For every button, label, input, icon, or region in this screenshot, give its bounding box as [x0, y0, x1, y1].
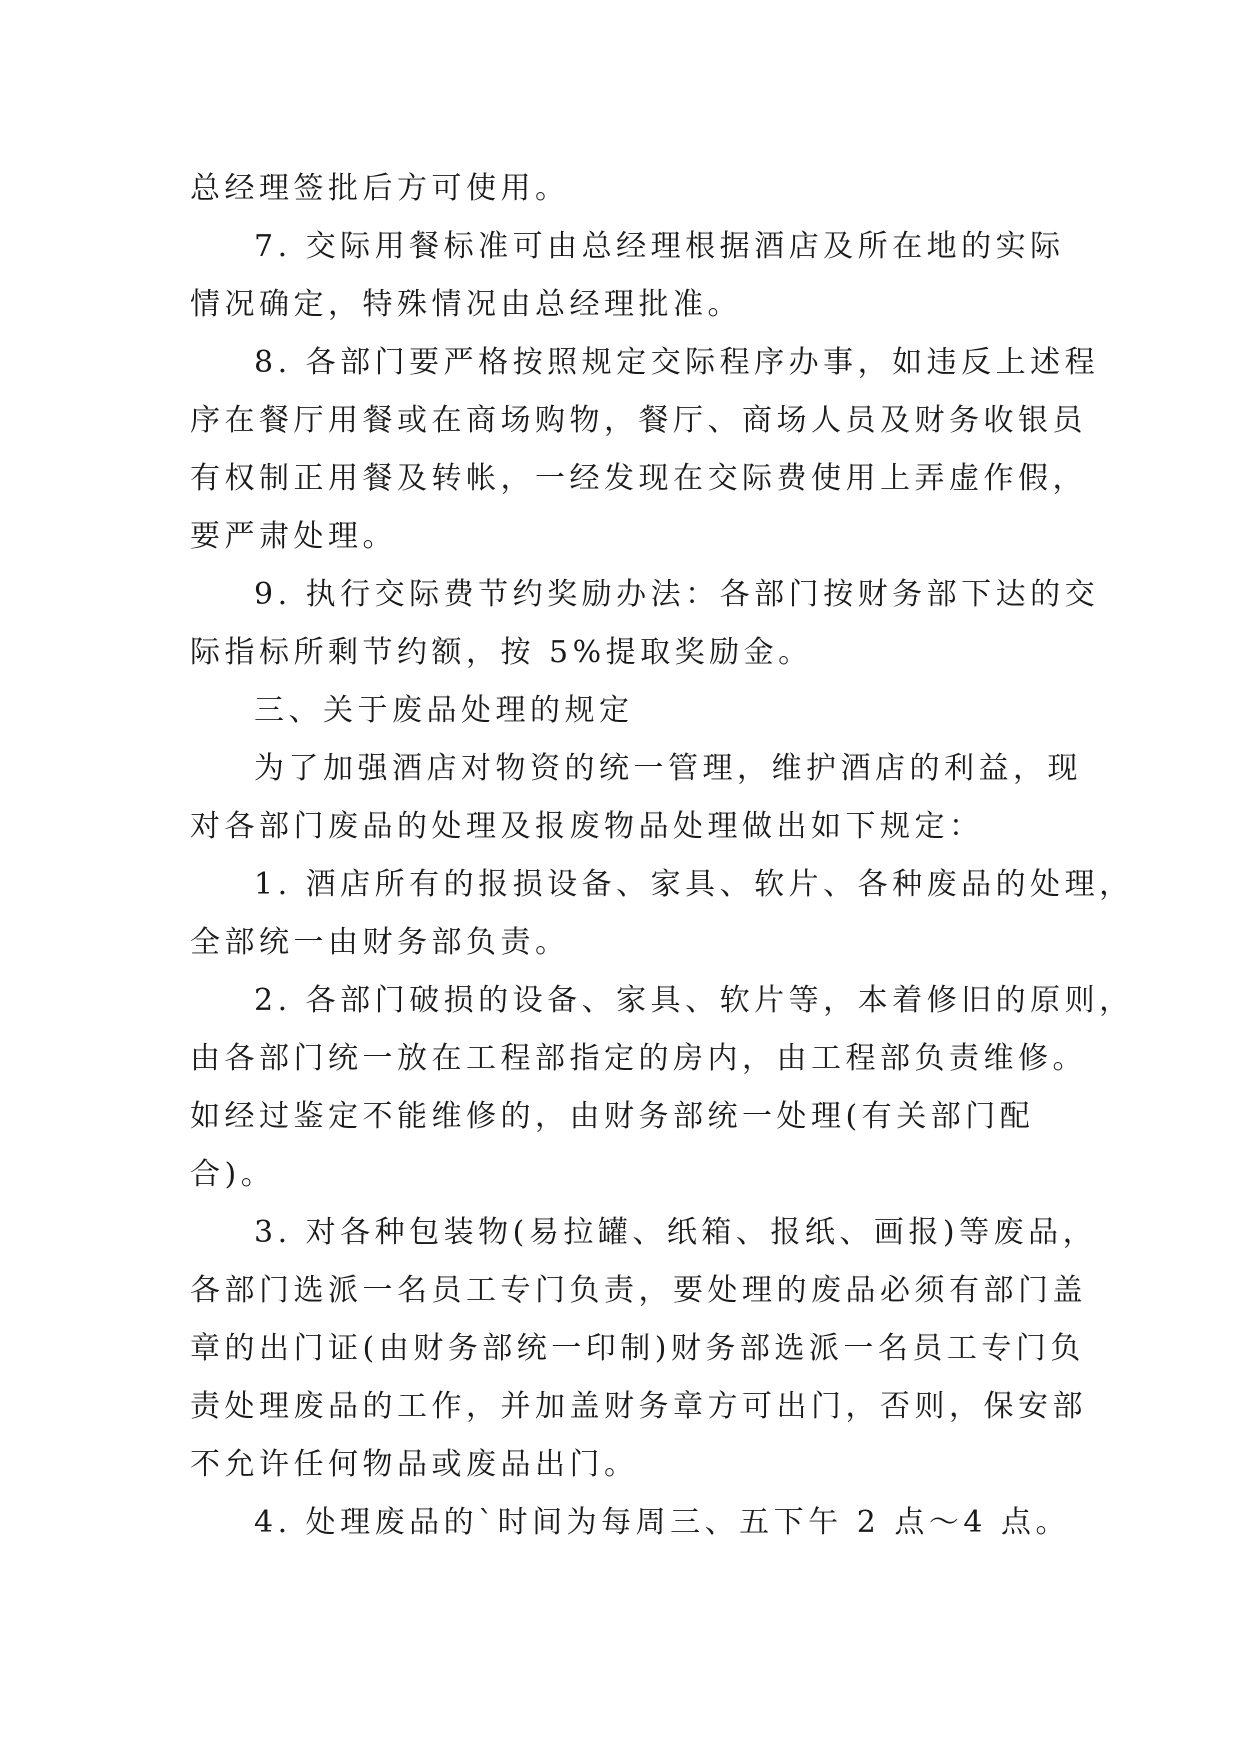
document-body [190, 160, 1134, 1552]
text-line: 各部门选派一名员工专门负责，要处理的废品必须有部门盖 [190, 1273, 1087, 1308]
text-line: 对各部门废品的处理及报废物品处理做出如下规定： [190, 809, 984, 844]
text-line: 7. 交际用餐标准可由总经理根据酒店及所在地的实际 [254, 229, 1065, 264]
text-line: 3. 对各种包装物(易拉罐、纸箱、报纸、画报)等废品， [254, 1215, 1098, 1250]
text-line: 合)。 [190, 1157, 276, 1192]
text-line: 责处理废品的工作，并加盖财务章方可出门，否则，保安部 [190, 1389, 1087, 1424]
text-line: 不允许任何物品或废品出门。 [190, 1447, 639, 1482]
text-line: 序在餐厅用餐或在商场购物，餐厅、商场人员及财务收银员 [190, 403, 1087, 438]
text-line: 9. 执行交际费节约奖励办法：各部门按财务部下达的交 [254, 577, 1100, 612]
text-line: 1. 酒店所有的报损设备、家具、软片、各种废品的处理， [254, 867, 1134, 902]
text-line: 情况确定，特殊情况由总经理批准。 [190, 287, 742, 322]
text-line: 全部统一由财务部负责。 [190, 925, 570, 960]
text-line: 4. 处理废品的`时间为每周三、五下午 2 点～4 点。 [254, 1505, 1070, 1540]
text-line: 2. 各部门破损的设备、家具、软片等，本着修旧的原则， [254, 983, 1134, 1018]
text-line: 由各部门统一放在工程部指定的房内，由工程部负责维修。 [190, 1041, 1087, 1076]
text-line: 总经理签批后方可使用。 [190, 171, 570, 206]
text-line: 际指标所剩节约额，按 5%提取奖励金。 [190, 635, 813, 670]
text-line: 有权制正用餐及转帐，一经发现在交际费使用上弄虚作假， [190, 461, 1087, 496]
text-line: 8. 各部门要严格按照规定交际程序办事，如违反上述程 [254, 345, 1100, 380]
text-line: 章的出门证(由财务部统一印制)财务部选派一名员工专门负 [190, 1331, 1085, 1366]
text-line: 要严肃处理。 [190, 519, 397, 554]
text-line: 如经过鉴定不能维修的，由财务部统一处理(有关部门配 [190, 1099, 1035, 1134]
text-line: 为了加强酒店对物资的统一管理，维护酒店的利益，现 [254, 751, 1082, 786]
section-heading: 三、关于废品处理的规定 [254, 693, 634, 728]
